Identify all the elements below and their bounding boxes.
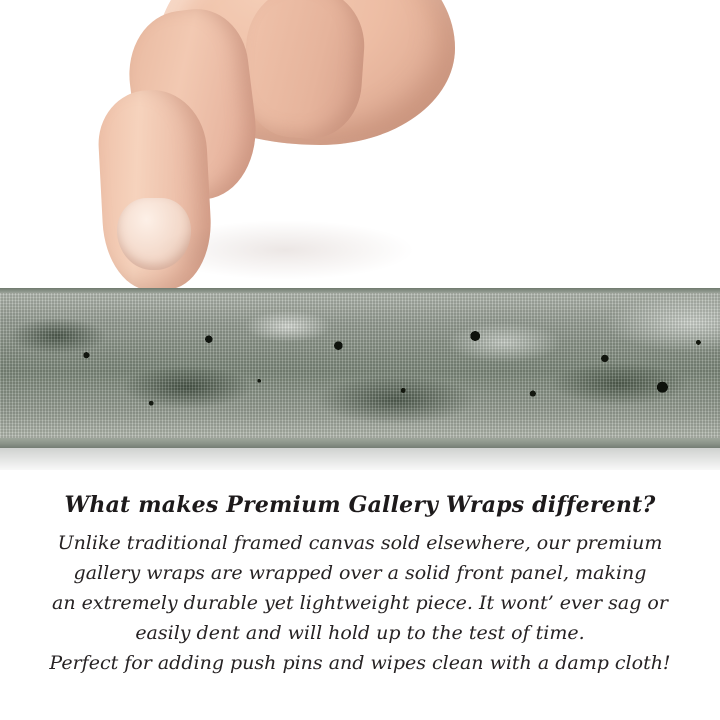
canvas-wrap-edge-strip [0,288,720,448]
caption-line-4: easily dent and will hold up to the test of time. [135,622,585,644]
canvas-speckles [0,288,720,448]
caption-line-5: Perfect for adding push pins and wipes clean with a damp cloth! [49,652,671,674]
caption-block [0,492,720,678]
caption-line-1: Unlike traditional framed canvas sold elsewhere, our premium [57,532,663,554]
strip-top-edge [0,288,720,293]
caption-headline: What makes Premium Gallery Wraps different? [64,492,656,518]
caption-line-3: an extremely durable yet lightweight piece. It wont’ ever sag or [52,592,668,614]
strip-drop-shadow [0,448,720,470]
hand-illustration [95,0,495,310]
caption-line-2: gallery wraps are wrapped over a solid front panel, making [73,562,647,584]
strip-bottom-edge [0,438,720,448]
hand-shadow [155,220,415,280]
